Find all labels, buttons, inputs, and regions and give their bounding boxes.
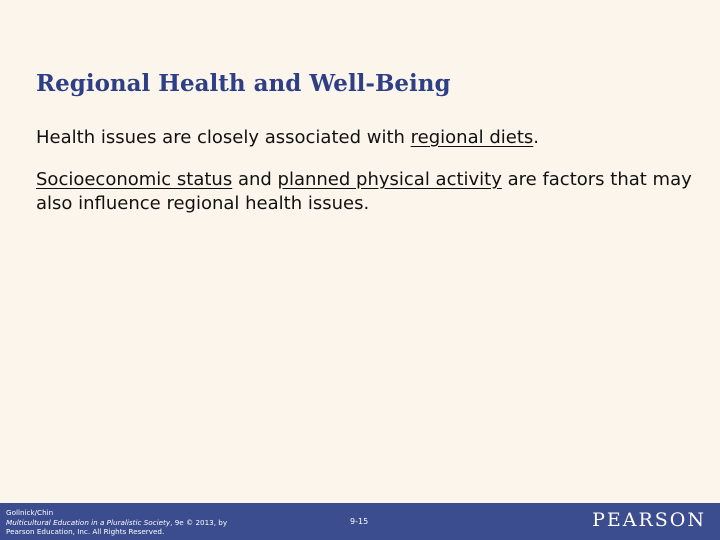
paragraph-text: are factors that may also influence regional health issues. <box>36 169 692 214</box>
copyright-credit <box>6 508 227 537</box>
credit-book <box>6 518 227 528</box>
paragraph-text: . <box>533 127 540 148</box>
footer-bar <box>0 503 720 540</box>
planned-physical-activity-term: planned physical activity <box>277 169 502 190</box>
slide-title: Regional Health and Well-Being <box>36 70 451 97</box>
pearson-logo: PEARSON <box>592 509 706 531</box>
credit-edition: , 9e © 2013, by <box>170 517 228 527</box>
regional-diets-term: regional diets <box>410 127 534 148</box>
page-number: 9-15 <box>350 517 369 526</box>
paragraph-text: Health issues are closely associated with <box>36 127 411 148</box>
credit-book-title: Multicultural Education in a Pluralistic Society <box>6 517 171 527</box>
paragraph-text: and <box>232 169 278 190</box>
credit-authors: Gollnick/Chin <box>6 508 54 517</box>
paragraph-factors <box>36 168 696 216</box>
paragraph-regional-diets <box>36 126 696 150</box>
credit-rights: Pearson Education, Inc. All Rights Reserved. <box>6 527 165 537</box>
socioeconomic-status-term: Socioeconomic status <box>36 169 233 190</box>
